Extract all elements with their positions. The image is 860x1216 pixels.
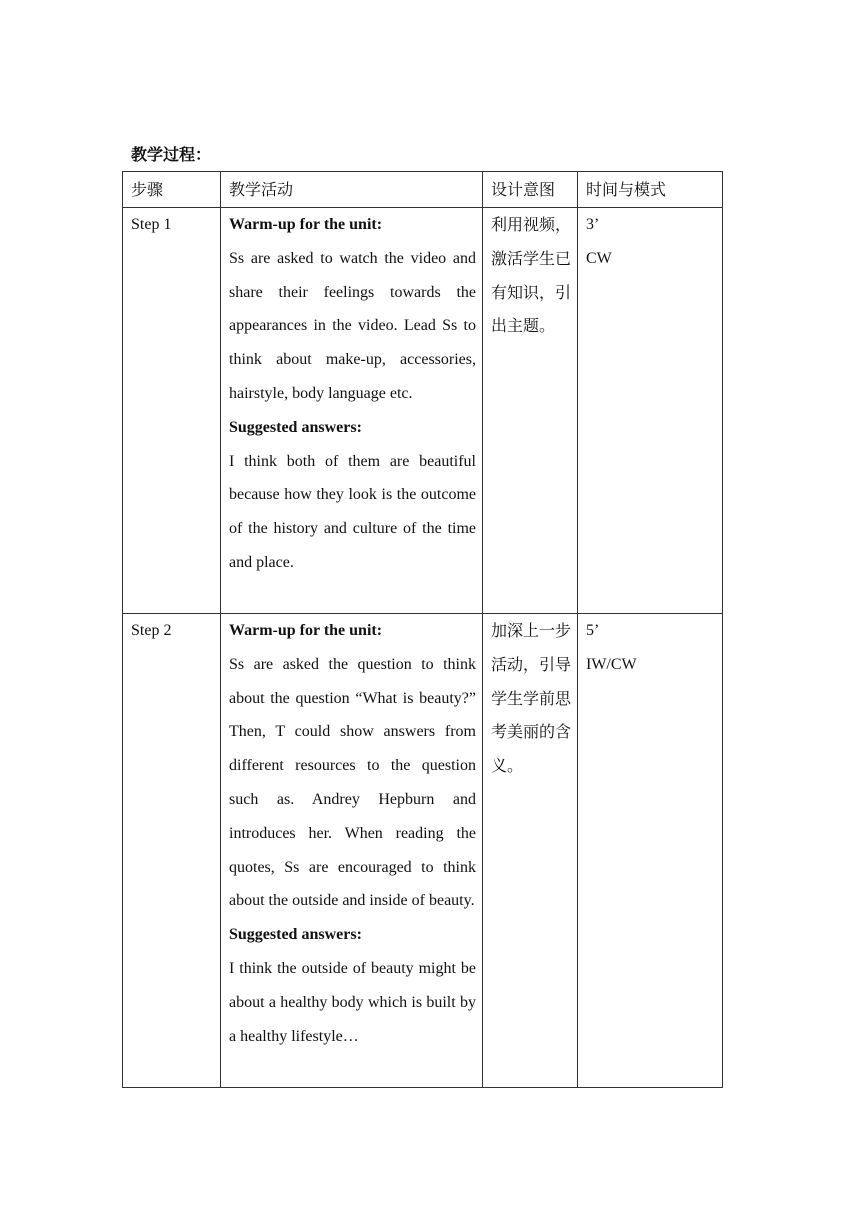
time-value: 5’ [586,622,600,639]
time-mode-cell [578,208,723,614]
table-row [123,208,723,614]
mode-value: IW/CW [586,655,637,673]
page-heading: 教学过程： [131,145,212,164]
table-row [123,614,723,1088]
answers-body: I think both of them are beautiful because how they look is the outcome of the history and culture of the time and place. [229,452,476,571]
header-activity: 教学活动 [221,172,483,208]
activity-body: Ss are asked to watch the video and share their feelings towards the appearances in the video. Lead Ss to think about make-up, accessories, hairstyle, body language etc. [229,249,476,402]
activity-body: Ss are asked the question to think about the question “What is beauty?” Then, T could show answers from different resources to the question such as. Andrey Hepburn and introduces her. When reading the quotes, Ss are encouraged to think about the outside and inside of beauty. [229,655,476,910]
activity-cell [221,208,483,614]
activity-title: Warm-up for the unit: [229,216,383,233]
step-cell: Step 2 [123,614,221,1088]
header-step: 步骤 [123,172,221,208]
activity-cell [221,614,483,1088]
answers-body: I think the outside of beauty might be about a healthy body which is built by a healthy lifestyle… [229,959,476,1045]
mode-value: CW [586,249,612,267]
teaching-process-table [122,171,723,1088]
answers-title: Suggested answers: [229,418,362,436]
intent-cell: 加深上一步活动，引导学生学前思考美丽的含义。 [483,614,578,1088]
activity-title: Warm-up for the unit: [229,622,383,639]
answers-title: Suggested answers: [229,926,362,944]
header-time-mode: 时间与模式 [578,172,723,208]
intent-cell: 利用视频，激活学生已有知识，引出主题。 [483,208,578,614]
step-cell: Step 1 [123,208,221,614]
header-intent: 设计意图 [483,172,578,208]
table-header-row [123,172,723,208]
time-mode-cell [578,614,723,1088]
time-value: 3’ [586,216,600,233]
